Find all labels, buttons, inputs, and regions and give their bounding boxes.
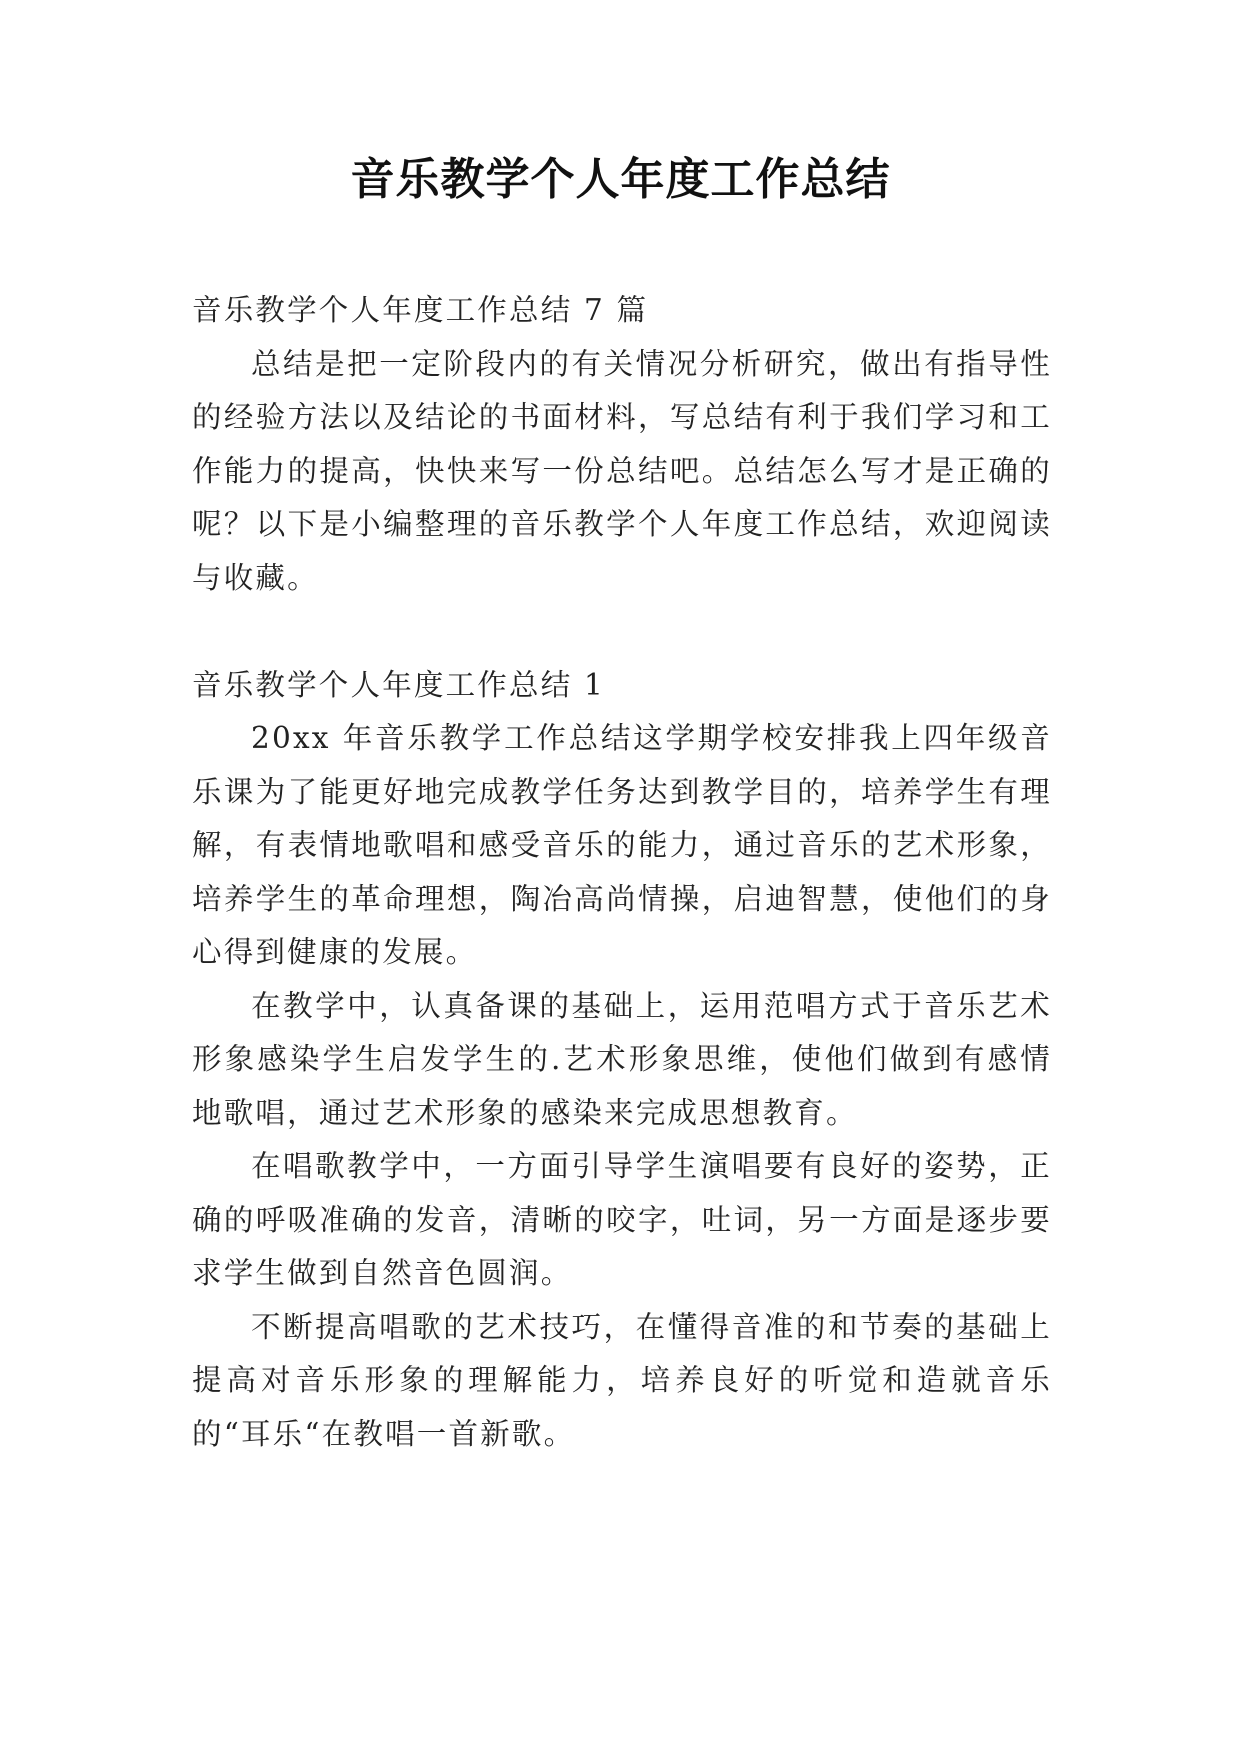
intro-paragraph: 总结是把一定阶段内的有关情况分析研究，做出有指导性的经验方法以及结论的书面材料，写总结有利于我们学习和工作能力的提高，快快来写一份总结吧。总结怎么写才是正确的呢？以下是小编整理的音乐教学个人年度工作总结，欢迎阅读与收藏。 [192, 346, 1052, 595]
body-paragraph: 在唱歌教学中，一方面引导学生演唱要有良好的姿势，正确的呼吸准确的发音，清晰的咬字，吐词，另一方面是逐步要求学生做到自然音色圆润。 [192, 1149, 1052, 1290]
body-paragraph: 不断提高唱歌的艺术技巧，在懂得音准的和节奏的基础上提高对音乐形象的理解能力，培养良好的听觉和造就音乐的“耳乐“在教唱一首新歌。 [192, 1309, 1052, 1451]
body-paragraph: 在教学中，认真备课的基础上，运用范唱方式于音乐艺术形象感染学生启发学生的.艺术形象思维，使他们做到有感情地歌唱，通过艺术形象的感染来完成思想教育。 [192, 988, 1052, 1130]
section-spacer [192, 605, 1052, 659]
document-subtitle: 音乐教学个人年度工作总结 7 篇 [192, 293, 649, 327]
body-paragraph: 20xx 年音乐教学工作总结这学期学校安排我上四年级音乐课为了能更好地完成教学任务达到教学目的，培养学生有理解，有表情地歌唱和感受音乐的能力，通过音乐的艺术形象，培养学生的革命理想，陶冶高尚情操，启迪智慧，使他们的身心得到健康的发展。 [192, 721, 1052, 969]
document-title: 音乐教学个人年度工作总结 [350, 154, 891, 205]
document-body [192, 284, 1052, 1461]
section-heading: 音乐教学个人年度工作总结 1 [192, 667, 605, 702]
